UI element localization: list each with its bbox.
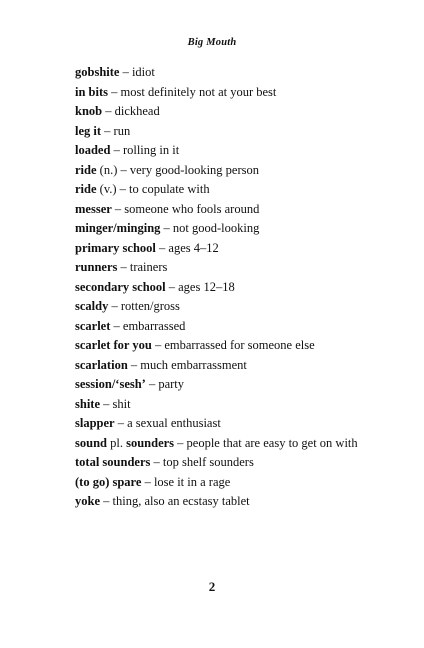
- entry-definition: – run: [101, 123, 131, 138]
- entry-definition: – rotten/gross: [108, 299, 180, 313]
- entry-definition: – top shelf sounders: [150, 455, 254, 469]
- entry-definition: – a sexual enthusiast: [114, 416, 221, 430]
- entry-term: scaldy: [75, 299, 109, 313]
- entry-definition: – lose it in a rage: [141, 474, 231, 489]
- entry-term: total sounders: [75, 455, 151, 469]
- glossary-entry: [75, 317, 375, 337]
- entry-term: leg it: [75, 123, 102, 138]
- entry-term: ride: [75, 162, 97, 177]
- glossary-entry: [75, 492, 375, 512]
- glossary-entry: [75, 83, 375, 103]
- running-header: Big Mouth: [187, 37, 237, 48]
- glossary-entry: [75, 122, 375, 142]
- entry-definition: – idiot: [119, 65, 155, 79]
- glossary-entry: [75, 258, 375, 278]
- glossary-entry: [75, 473, 375, 493]
- entry-term: messer: [75, 201, 112, 216]
- entry-term: loaded: [75, 143, 111, 157]
- glossary-entry: [75, 63, 375, 83]
- page-number: 2: [208, 579, 216, 594]
- glossary-entry: [75, 141, 375, 161]
- entry-plural-marker: pl.: [106, 435, 127, 450]
- glossary-entry: [75, 297, 375, 317]
- glossary-entry: [75, 161, 375, 181]
- entry-definition: – someone who fools around: [111, 201, 260, 216]
- glossary-entry: [75, 219, 375, 239]
- entry-term: slapper: [75, 416, 115, 430]
- entry-term: scarlation: [75, 357, 128, 372]
- entry-term: knob: [75, 104, 103, 118]
- entry-term: in bits: [75, 84, 109, 99]
- entry-definition: – thing, also an ecstasy tablet: [100, 494, 250, 508]
- entry-definition: – ages 12–18: [165, 279, 235, 294]
- entry-definition: – embarrassed for someone else: [151, 338, 315, 352]
- glossary-entry: [75, 356, 375, 376]
- entry-definition: – people that are easy to get on with: [174, 435, 358, 450]
- glossary-entry: [75, 200, 375, 220]
- entry-definition: – not good-looking: [160, 221, 260, 235]
- entry-definition: (v.) – to copulate with: [96, 182, 210, 196]
- glossary-entry: [75, 336, 375, 356]
- glossary-entry: [75, 414, 375, 434]
- entry-definition: (n.) – very good-looking person: [96, 162, 260, 177]
- entry-term: ride: [75, 182, 97, 196]
- entry-term: secondary school: [75, 279, 166, 294]
- entry-term: shite: [75, 396, 100, 411]
- glossary-entry: [75, 180, 375, 200]
- glossary-list: [75, 63, 375, 512]
- glossary-entry: [75, 102, 375, 122]
- glossary-entry: [75, 434, 375, 454]
- entry-definition: – shit: [100, 396, 131, 411]
- entry-definition: – rolling in it: [110, 143, 180, 157]
- entry-term: minger/minging: [75, 221, 161, 235]
- entry-definition: – party: [145, 377, 185, 391]
- glossary-entry: [75, 278, 375, 298]
- entry-definition: – most definitely not at your best: [108, 84, 277, 99]
- entry-term: sound: [75, 435, 107, 450]
- entry-definition: – embarrassed: [110, 318, 186, 333]
- entry-definition: – much embarrassment: [127, 357, 247, 372]
- entry-term: runners: [75, 260, 118, 274]
- glossary-entry: [75, 453, 375, 473]
- entry-term: scarlet: [75, 318, 111, 333]
- entry-definition: – dickhead: [102, 104, 160, 118]
- glossary-entry: [75, 239, 375, 259]
- entry-term: session/‘sesh’: [75, 377, 146, 391]
- entry-definition: – ages 4–12: [155, 240, 219, 255]
- entry-term: (to go) spare: [75, 474, 142, 489]
- entry-term: yoke: [75, 494, 100, 508]
- entry-plural-term: sounders: [126, 435, 175, 450]
- entry-term: scarlet for you: [75, 338, 152, 352]
- entry-definition: – trainers: [117, 260, 168, 274]
- glossary-entry: [75, 395, 375, 415]
- glossary-entry: [75, 375, 375, 395]
- entry-term: gobshite: [75, 65, 120, 79]
- entry-term: primary school: [75, 240, 156, 255]
